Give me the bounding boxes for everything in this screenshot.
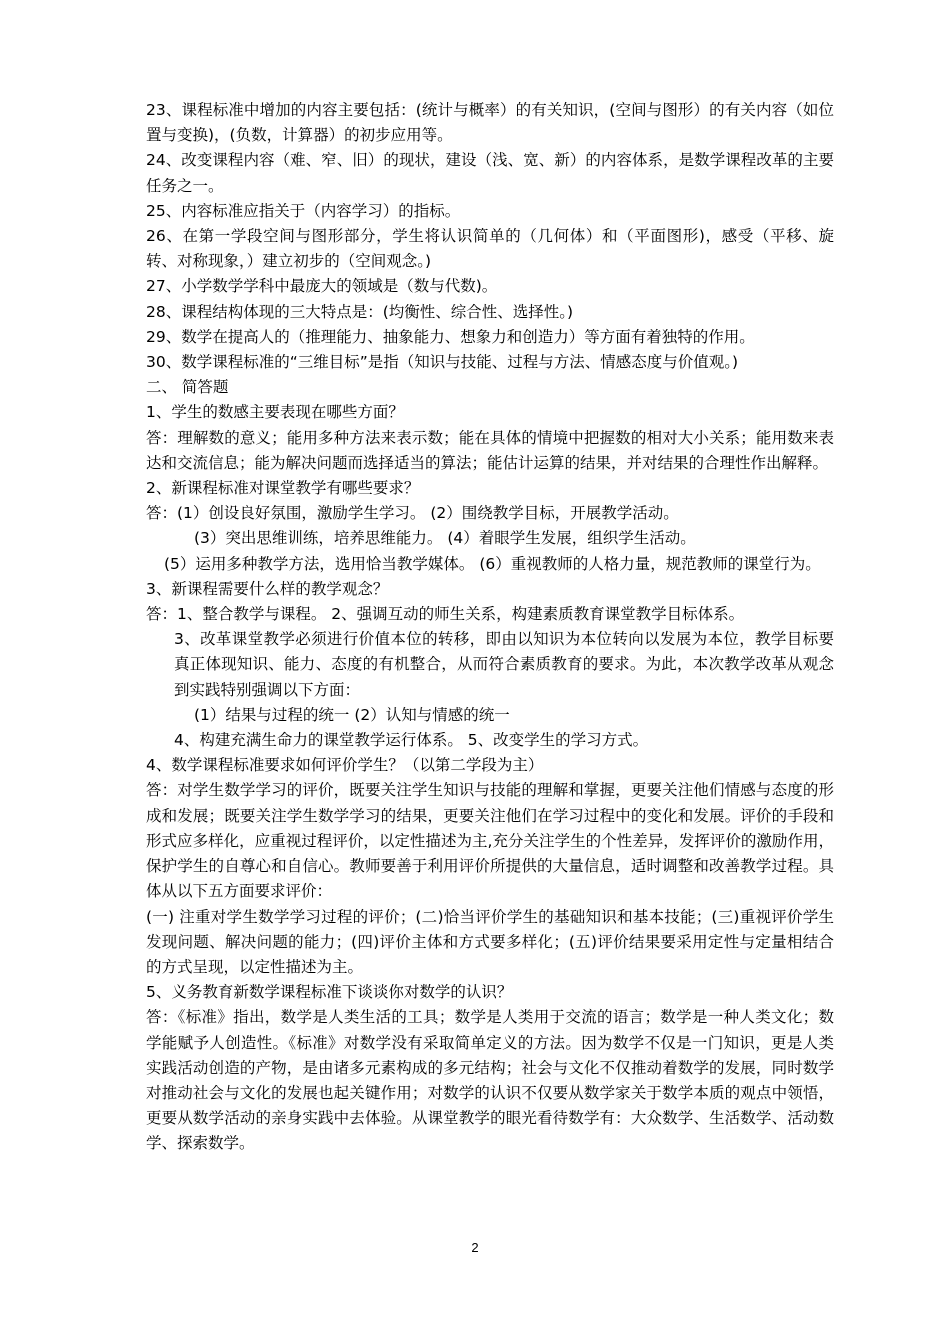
question-1: 1、学生的数感主要表现在哪些方面？ [146, 403, 404, 422]
fill-in-item-29: 29、数学在提高人的（推理能力、抽象能力、想象力和创造力）等方面有着独特的作用。 [146, 327, 755, 346]
document-body [146, 98, 834, 1157]
answer-2-line-1: 答：(1）创设良好氛围，激励学生学习。 (2）围绕教学目标，开展教学活动。 [146, 504, 679, 523]
answer-3-line-4: 4、构建充满生命力的课堂教学运行体系。 5、改变学生的学习方式。 [174, 731, 649, 750]
answer-4-requirements: (一) 注重对学生数学学习过程的评价；(二)恰当评价学生的基础知识和基本技能；(三)重视评价学生发现问题、解决问题的能力；(四)评价主体和方式要多样化；(五)评价结果要采用定性与定量相结合的方式呈现，以定性描述为主。 [146, 907, 834, 976]
question-5: 5、义务教育新数学课程标准下谈谈你对数学的认识？ [146, 983, 513, 1002]
answer-1: 答：理解数的意义；能用多种方法来表示数；能在具体的情境中把握数的相对大小关系；能用数来表达和交流信息；能为解决问题而选择适当的算法；能估计运算的结果，并对结果的合理性作出解释。 [146, 428, 834, 472]
answer-2-line-3: (5）运用多种教学方法，选用恰当教学媒体。 (6）重视教师的人格力量，规范教师的课堂行为。 [164, 554, 821, 573]
fill-in-item-24: 24、改变课程内容（难、窄、旧）的现状，建设（浅、宽、新）的内容体系，是数学课程改革的主要任务之一。 [146, 151, 834, 195]
fill-in-item-28: 28、课程结构体现的三大特点是：(均衡性、综合性、选择性。) [146, 302, 574, 321]
fill-in-item-23: 23、课程标准中增加的内容主要包括：(统计与概率）的有关知识，(空间与图形）的有关内容（如位置与变换)，(负数，计算器）的初步应用等。 [146, 101, 834, 145]
answer-5-paragraph: 答：《标准》指出，数学是人类生活的工具；数学是人类用于交流的语言；数学是一种人类文化；数学能赋予人创造性。《标准》对数学没有采取简单定义的方法。因为数学不仅是一门知识，更是人类实践活动创造的产物，是由诸多元素构成的多元结构；社会与文化不仅推动着数学的发展，同时数学对推动社会与文化的发展也起关键作用；对数学的认识不仅要从数学家关于数学本质的观点中领悟，更要从数学活动的亲身实践中去体验。从课堂教学的眼光看待数学有：大众数学、生活数学、活动数学、探索数学。 [146, 1008, 834, 1153]
question-2: 2、新课程标准对课堂教学有哪些要求？ [146, 479, 420, 498]
question-3: 3、新课程需要什么样的教学观念？ [146, 579, 389, 598]
question-4: 4、数学课程标准要求如何评价学生？（以第二学段为主） [146, 756, 544, 775]
fill-in-item-30: 30、数学课程标准的“三维目标”是指（知识与技能、过程与方法、情感态度与价值观。) [146, 353, 739, 372]
fill-in-item-26: 26、在第一学段空间与图形部分，学生将认识简单的（几何体）和（平面图形)，感受（平移、旋转、对称现象，）建立初步的（空间观念。) [146, 227, 834, 271]
page-number: 2 [471, 1240, 479, 1255]
answer-3-sub-items: (1）结果与过程的统一 (2）认知与情感的统一 [194, 705, 510, 724]
answer-3-line-1: 答：1、整合教学与课程。 2、强调互动的师生关系，构建素质教育课堂教学目标体系。 [146, 605, 745, 624]
fill-in-item-25: 25、内容标准应指关于（内容学习）的指标。 [146, 201, 461, 220]
fill-in-item-27: 27、小学数学学科中最庞大的领域是（数与代数)。 [146, 277, 498, 296]
answer-4-paragraph: 答：对学生数学学习的评价，既要关注学生知识与技能的理解和掌握，更要关注他们情感与态度的形成和发展；既要关注学生数学学习的结果，更要关注他们在学习过程中的变化和发展。评价的手段和形式应多样化，应重视过程评价，以定性描述为主,充分关注学生的个性差异，发挥评价的激励作用，保护学生的自尊心和自信心。教师要善于利用评价所提供的大量信息，适时调整和改善教学过程。具体从以下五方面要求评价： [146, 781, 834, 901]
answer-2-line-2: (3）突出思维训练，培养思维能力。 (4）着眼学生发展，组织学生活动。 [194, 529, 696, 548]
answer-3-paragraph: 3、改革课堂教学必须进行价值本位的转移，即由以知识为本位转向以发展为本位，教学目标要真正体现知识、能力、态度的有机整合，从而符合素质教育的要求。为此，本次教学改革从观念到实践特别强调以下方面： [174, 630, 834, 699]
section-heading-short-answer: 二、 简答题 [146, 378, 229, 397]
